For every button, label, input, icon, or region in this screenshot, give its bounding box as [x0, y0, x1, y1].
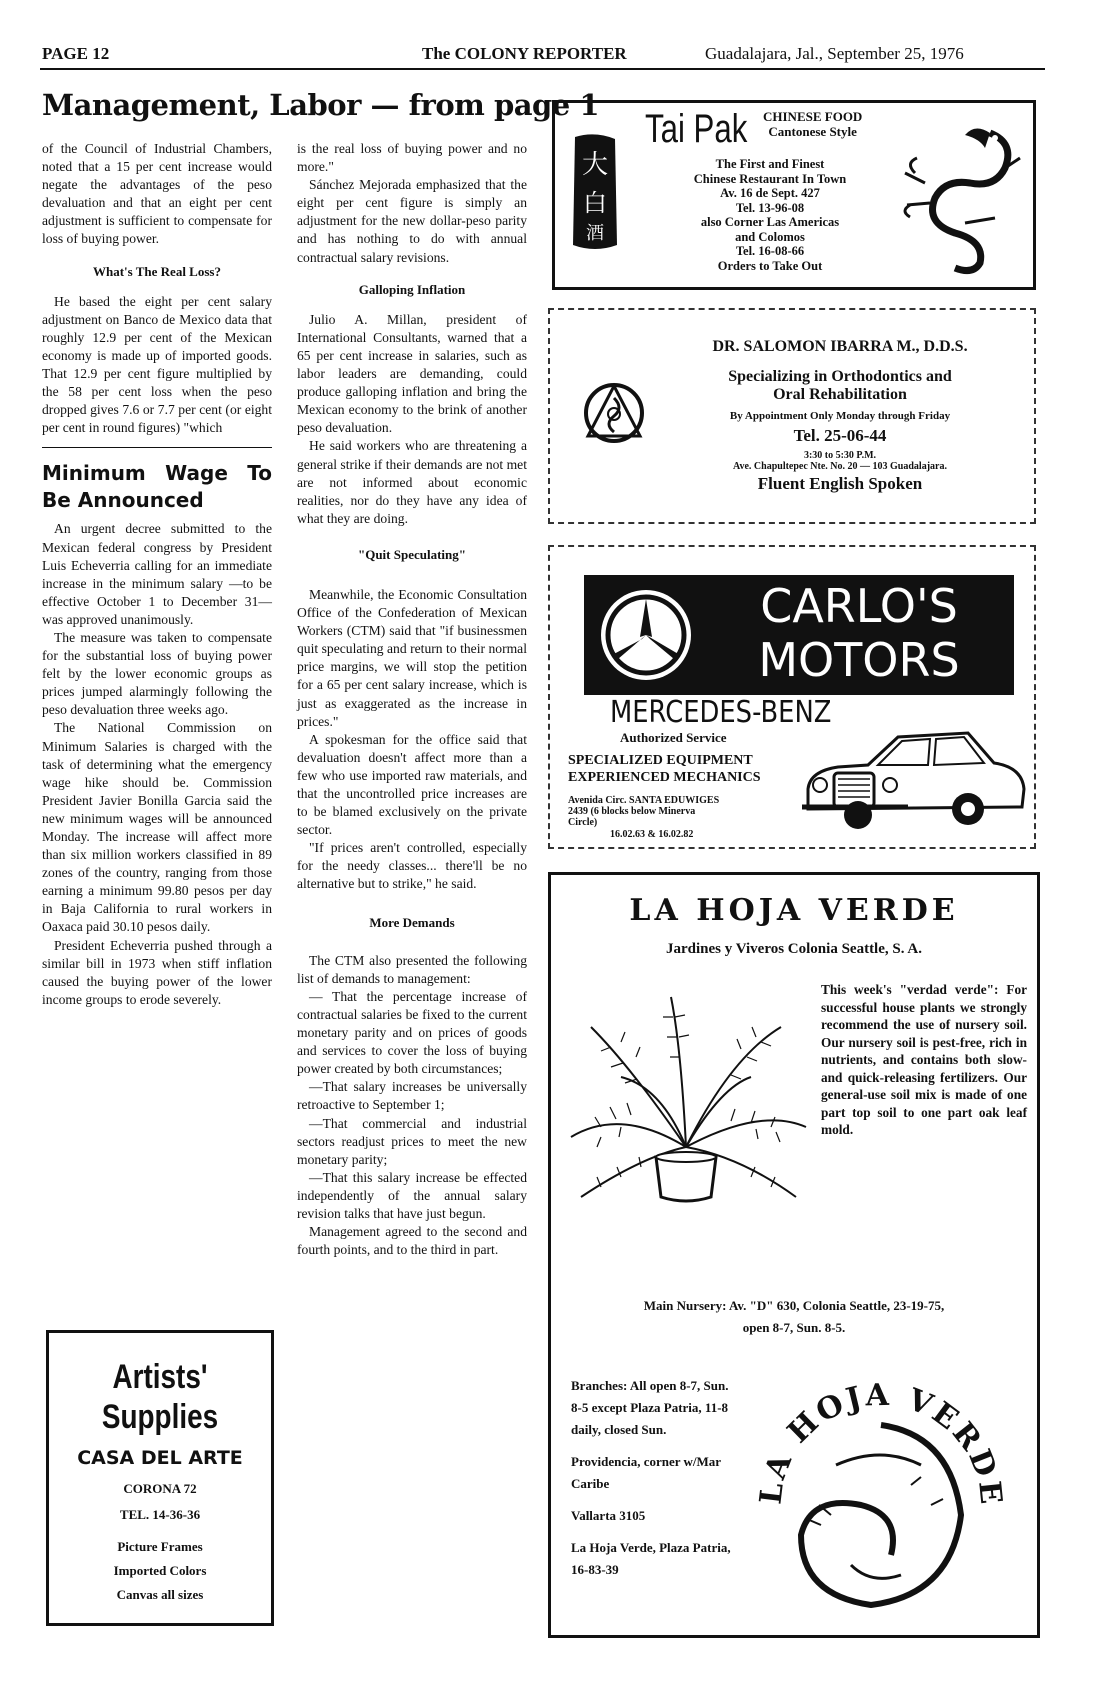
minwage-headline: Minimum Wage To Be Announced — [42, 461, 272, 513]
artists-supplies-ad — [46, 1330, 274, 1626]
subhead-real-loss: What's The Real Loss? — [93, 263, 221, 279]
col1-para: of the Council of Industrial Chambers, noted that a 15 per cent increase would negate the advantages of the peso devaluation and that an eight per cent adjustment is sufficient to compensate for loss of buying power. — [42, 141, 272, 247]
dentist-appointment: By Appointment Only Monday through Friday — [729, 410, 951, 422]
carlos-authorized: Authorized Service — [620, 730, 727, 745]
carlos-service: SPECIALIZED EQUIPMENT — [568, 753, 753, 768]
dragon-icon — [895, 113, 1025, 278]
svg-text:白: 白 — [583, 189, 607, 217]
hoja-text: This week's "verdad verde": For successful house plants we strongly recommend the use of nursery soil. Our nursery soil is pest-free, rich in nutrients, and contains both slow- and quick-releasing fertilizers. Our general-use soil mix is made of one part top soil to one part oak leaf mold. — [821, 982, 1027, 1137]
col2-para: Julio A. Millan, president of International Consultants, warned that a 65 per cent increase in salaries, such as labor leaders are demanding, could produce galloping inflation and bring the Mexican economy to the brink of another peso devaluation. — [297, 311, 527, 436]
col2-para: — That the percentage increase of contractual salaries be fixed to the current monetary parity and on prices of goods and services to cover the loss of buying power created by both circumstances; — [297, 988, 527, 1077]
taipak-line: Tel. 16-08-66 — [735, 244, 805, 258]
carlos-name: CARLO'S — [760, 579, 958, 633]
article-col2 — [297, 140, 527, 1259]
hoja-nursery — [561, 1295, 1027, 1339]
taipak-line: Av. 16 de Sept. 427 — [720, 186, 820, 200]
taipak-line: Chinese Restaurant In Town — [693, 171, 847, 186]
taipak-details — [645, 157, 895, 273]
taipak-line: Tel. 13-96-08 — [735, 200, 805, 215]
dental-emblem-icon — [584, 378, 644, 448]
carlos-address — [568, 795, 719, 828]
dentist-specialty: Oral Rehabilitation — [773, 386, 907, 403]
taipak-food-line: CHINESE FOOD — [763, 109, 863, 124]
carlos-name: MOTORS — [758, 633, 960, 687]
hoja-logo-text: LA HOJA VERDE — [753, 1377, 1009, 1509]
col2-para: —That salary increases be universally retroactive to September 1; — [297, 1079, 527, 1113]
col2-para: is the real loss of buying power and no more." — [297, 141, 527, 175]
carlos-banner — [584, 575, 1014, 695]
carlos-services — [568, 752, 761, 786]
fern-plant-icon — [561, 987, 811, 1247]
hoja-branch: Providencia, corner w/Mar Caribe — [571, 1454, 721, 1491]
page-number: PAGE 12 — [42, 44, 110, 63]
taipak-line: The First and Finest — [715, 157, 825, 171]
dentist-ad — [548, 308, 1036, 524]
taipak-line: Orders to Take Out — [717, 258, 823, 273]
hoja-branches — [571, 1375, 741, 1581]
carlos-address-line: Circle) — [568, 817, 598, 828]
hoja-branch: La Hoja Verde, Plaza Patria, 16-83-39 — [571, 1540, 731, 1577]
carlos-address-line: Avenida Circ. SANTA EDUWIGES — [568, 795, 720, 806]
minwage-para: An urgent decree submitted to the Mexican federal congress by President Luis Echeverria calling for an immediate increase in the minimum salary —to be effective October 1 to December 31— was approved unanimously. — [42, 521, 272, 627]
subhead-galloping: Galloping Inflation — [358, 281, 466, 297]
mercedes-star-icon — [596, 585, 696, 685]
paper-name: The COLONY REPORTER — [422, 44, 627, 63]
artists-title: Artists' — [112, 1358, 208, 1396]
hoja-logo-icon — [741, 1355, 1021, 1625]
dentist-address: Ave. Chapultepec Nte. No. 20 — 103 Guadalajara. — [733, 461, 947, 472]
car-icon — [798, 719, 1028, 837]
hoja-branch: Branches: All open 8-7, Sun. 8-5 except Plaza Patria, 11-8 daily, closed Sun. — [571, 1378, 729, 1437]
hoja-nursery-line: open 8-7, Sun. 8-5. — [742, 1320, 846, 1335]
dentist-phone: Tel. 25-06-44 — [793, 426, 887, 445]
col2-para: —That this salary increase be effected independently of the annual salary revision talks that have just begun. — [297, 1169, 527, 1221]
minwage-para: The measure was taken to compensate for the substantial loss of buying power felt by the lower economic groups as prices jumped alarmingly following the peso devaluation three weeks ago. — [42, 629, 272, 718]
hoja-nursery-line: Main Nursery: Av. "D" 630, Colonia Seattle, 23-19-75, — [643, 1298, 945, 1313]
col2-para: Management agreed to the second and fourth points, and to the third in part. — [297, 1224, 527, 1258]
minwage-para: President Echeverria pushed through a similar bill in 1973 when stiff inflation caused the buying power of the lower income groups to erode severely. — [42, 937, 272, 1007]
hoja-verde-ad — [548, 872, 1040, 1638]
dentist-english: Fluent English Spoken — [757, 474, 923, 493]
column-rule — [42, 447, 272, 448]
taipak-food — [763, 109, 862, 139]
col2-para: The CTM also presented the following list of demands to management: — [297, 952, 527, 986]
svg-text:LA HOJA VERDE — [753, 1378, 1008, 1509]
taipak-name: Tai Pak — [645, 107, 748, 151]
dentist-hours: 3:30 to 5:30 P.M. — [803, 450, 877, 461]
minwage-para: The National Commission on Minimum Salaries is charged with the task of determining what the emergency wage hike should be. Commission President Javier Bonilla Garcia said the new minimum wages will be announced Monday. The increase will affect more than six million workers classified in 89 zones of the country, ranging from those earning a minimum 99.80 pesos per day in Baja California to rural workers in Oaxaca paid 30.10 pesos daily. — [42, 720, 272, 935]
headline: Management, Labor — from page 1 — [42, 88, 600, 122]
col2-para: "If prices aren't controlled, especially for the needy classes... there'll be no alternative but to strike," he said. — [297, 840, 527, 892]
chinese-seal-icon — [569, 133, 621, 253]
hoja-branch: Vallarta 3105 — [571, 1508, 646, 1523]
dentist-specialty: Specializing in Orthodontics and — [728, 368, 952, 385]
taipak-line: also Corner Las Americas — [700, 215, 840, 229]
dateline: Guadalajara, Jal., September 25, 1976 — [705, 44, 964, 63]
store-line: Picture Frames — [117, 1539, 203, 1554]
supplies-title: Supplies — [101, 1398, 219, 1436]
carlos-service: EXPERIENCED MECHANICS — [568, 770, 761, 785]
article-col1 — [42, 140, 272, 1009]
dentist-name: DR. SALOMON IBARRA M., D.D.S. — [712, 338, 968, 355]
mercedes-benz: MERCEDES-BENZ — [610, 695, 832, 730]
hoja-title: LA HOJA VERDE — [629, 893, 959, 928]
carlos-phone: 16.02.63 & 16.02.82 — [610, 829, 694, 840]
svg-text:酒: 酒 — [586, 223, 604, 244]
carlos-address-line: 2439 (6 blocks below Minerva — [568, 806, 696, 817]
carlos-motors-ad — [548, 545, 1036, 849]
col1-para: He based the eight per cent salary adjustment on Banco de Mexico data that roughly 12.9 per cent of the Mexican economy is made up of imported goods. That 12.9 per cent figure multiplied by the 58 per cent loss when the peso dropped gives 7.6 or 7.7 per cent (or eight per cent in round figures) "which — [42, 293, 272, 436]
col2-para: Sánchez Mejorada emphasized that the eight per cent figure is simply an adjustment for the new dollar-peso parity and has nothing to do with annual contractual salary revisions. — [297, 177, 527, 265]
col2-para: —That commercial and industrial sectors readjust prices to meet the new monetary parity; — [297, 1115, 527, 1167]
store-address: CORONA 72 — [123, 1481, 197, 1496]
taipak-ad — [552, 100, 1036, 290]
subhead-more: More Demands — [369, 914, 455, 930]
taipak-food-line: Cantonese Style — [768, 124, 857, 139]
col2-para: A spokesman for the office said that devaluation doesn't affect more than a few who use imported raw materials, and that the uncontrolled price increases are to be blamed exclusively on the private sector. — [297, 731, 527, 838]
store-name: CASA DEL ARTE — [77, 1447, 243, 1469]
store-phone: TEL. 14-36-36 — [119, 1507, 201, 1522]
subhead-quit: "Quit Speculating" — [358, 546, 466, 562]
header-rule — [40, 68, 1045, 70]
svg-text:大: 大 — [581, 150, 609, 180]
col2-para: He said workers who are threatening a general strike if their demands are not met are not informed about economic realities, nor do they have any idea of what they are doing. — [297, 438, 527, 526]
taipak-line: and Colomos — [735, 229, 805, 244]
hoja-subtitle: Jardines y Viveros Colonia Seattle, S. A. — [666, 941, 922, 957]
store-line: Imported Colors — [113, 1563, 207, 1578]
store-line: Canvas all sizes — [116, 1587, 204, 1602]
col2-para: Meanwhile, the Economic Consultation Office of the Confederation of Mexican Workers (CTM) said that "if businessmen quit speculating and return to their normal price margins, we will stop the petition for a 65 per cent salary increase, which is just as exaggerated as the increase in prices." — [297, 586, 527, 729]
